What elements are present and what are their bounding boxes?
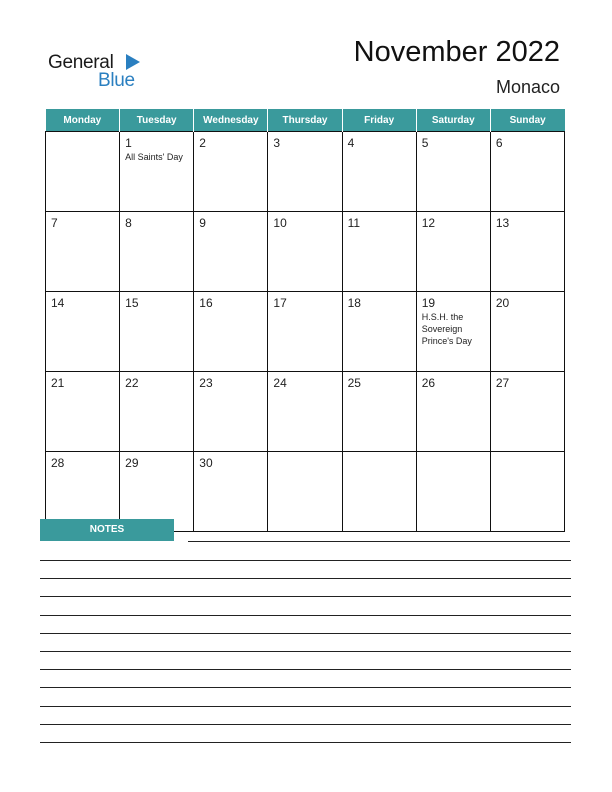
day-number: 4 <box>347 136 355 150</box>
day-cell <box>342 292 416 372</box>
weekday-header: Saturday <box>416 109 490 132</box>
day-cell <box>416 292 490 372</box>
day-number: 20 <box>495 296 510 310</box>
day-number: 18 <box>347 296 361 310</box>
day-cell <box>342 132 416 212</box>
day-number: 24 <box>273 376 287 390</box>
holiday-label: H.S.H. the Sovereign Prince's Day <box>421 312 472 346</box>
notes-label: NOTES <box>40 519 174 541</box>
weekday-header: Wednesday <box>194 109 268 132</box>
day-number: 2 <box>199 136 206 150</box>
day-number: 10 <box>273 216 287 230</box>
day-number: 5 <box>421 136 429 150</box>
weekday-header: Tuesday <box>120 109 194 132</box>
day-cell <box>490 132 564 212</box>
day-number: 17 <box>273 296 287 310</box>
day-number: 7 <box>51 216 58 230</box>
note-line <box>40 742 571 743</box>
day-cell <box>120 212 194 292</box>
weekday-header: Thursday <box>268 109 342 132</box>
holiday-label: All Saints' Day <box>125 152 183 162</box>
day-cell <box>46 372 120 452</box>
day-cell <box>268 292 342 372</box>
day-number: 3 <box>273 136 281 150</box>
day-cell <box>194 292 268 372</box>
day-cell <box>490 372 564 452</box>
day-cell <box>490 212 564 292</box>
day-cell <box>416 372 490 452</box>
week-row <box>46 212 565 292</box>
day-cell <box>46 132 120 212</box>
week-row <box>46 292 565 372</box>
day-cell <box>194 452 268 532</box>
day-number: 1 <box>125 136 132 150</box>
day-cell <box>416 212 490 292</box>
day-cell <box>268 132 342 212</box>
day-number: 19 <box>421 296 436 310</box>
day-cell <box>120 132 194 212</box>
day-number: 16 <box>199 296 213 310</box>
note-line <box>40 560 571 561</box>
day-cell <box>194 212 268 292</box>
weekday-header: Friday <box>342 109 416 132</box>
day-cell <box>120 292 194 372</box>
day-cell <box>194 132 268 212</box>
weekday-header: Sunday <box>490 109 564 132</box>
day-cell <box>416 132 490 212</box>
day-number: 29 <box>125 456 139 470</box>
day-cell <box>416 452 490 532</box>
day-cell <box>46 212 120 292</box>
note-line <box>40 669 571 670</box>
day-number: 12 <box>421 216 436 230</box>
day-cell <box>268 212 342 292</box>
note-line <box>40 615 571 616</box>
note-line <box>40 687 571 688</box>
week-row <box>46 132 565 212</box>
weekday-header: Monday <box>46 109 120 132</box>
day-cell <box>342 452 416 532</box>
day-number: 30 <box>199 456 213 470</box>
day-cell <box>342 212 416 292</box>
page-title: November 2022 <box>353 36 560 68</box>
logo-flag-icon <box>126 54 140 70</box>
logo-word-blue: Blue <box>98 70 135 91</box>
day-number: 6 <box>495 136 503 150</box>
logo-word-general: General <box>48 52 114 73</box>
day-number: 28 <box>51 456 65 470</box>
note-line <box>40 578 571 579</box>
day-cell <box>268 452 342 532</box>
day-number: 9 <box>199 216 206 230</box>
logo <box>48 52 158 92</box>
day-cell <box>46 292 120 372</box>
note-line <box>40 633 571 634</box>
day-cell <box>120 372 194 452</box>
day-cell <box>268 372 342 452</box>
day-number: 23 <box>199 376 213 390</box>
day-cell <box>194 372 268 452</box>
note-line <box>188 541 570 542</box>
day-number: 25 <box>347 376 361 390</box>
day-number: 8 <box>125 216 132 230</box>
note-line <box>40 651 571 652</box>
day-number: 14 <box>51 296 65 310</box>
day-number: 22 <box>125 376 139 390</box>
day-number: 15 <box>125 296 139 310</box>
note-line <box>40 724 571 725</box>
day-number: 13 <box>495 216 510 230</box>
day-number: 27 <box>495 376 510 390</box>
calendar-grid <box>45 109 565 532</box>
day-number: 21 <box>51 376 65 390</box>
day-cell <box>342 372 416 452</box>
day-number: 11 <box>347 216 361 230</box>
day-cell <box>490 292 564 372</box>
note-line <box>40 706 571 707</box>
weekday-header-row <box>46 109 565 132</box>
day-cell <box>490 452 564 532</box>
page-subtitle: Monaco <box>495 77 560 97</box>
week-row <box>46 372 565 452</box>
day-number: 26 <box>421 376 436 390</box>
note-line <box>40 596 571 597</box>
